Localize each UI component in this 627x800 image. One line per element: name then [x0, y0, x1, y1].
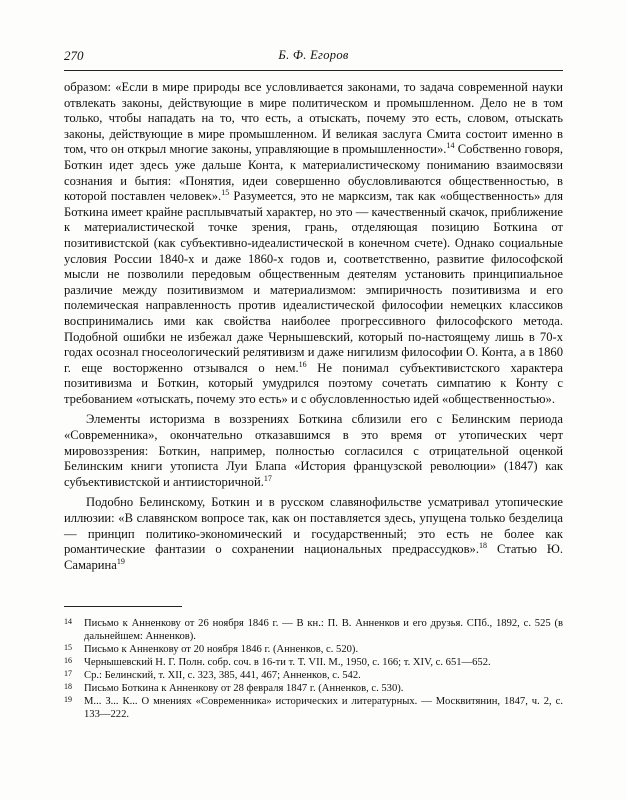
footnote-number: 17	[64, 669, 72, 678]
paragraph-text: Подобно Белинскому, Боткин и в русском славянофильстве усматривал утопические иллюзии: «В славянском вопросе так, как он поставляется здесь, упущена только безделица — принцип политико-экономический и государственный; это есть не более как романтические фантазии о сохранении национальных предрассудков».	[64, 495, 563, 557]
footnote	[64, 682, 563, 695]
header-rule	[64, 70, 563, 71]
paragraph-text: Элементы историзма в воззрениях Боткина сблизили его с Белинским периода «Современника», окончательно отказавшимся в это время от утопических черт мировоззрения: Боткин, например, полностью согласился с отрицательной оценкой Белинским книги утописта Луи Блапа «История французской революции» (1847) как субъективистской и антиисторичной.	[64, 412, 563, 489]
footnote-ref: 18	[479, 541, 487, 551]
footnote-text: М... З... К... О мнениях «Современника» исторических и литературных. — Москвитянин, 1847, ч. 2, с. 133—222.	[84, 696, 563, 720]
footnote-number: 18	[64, 682, 72, 691]
footnotes	[64, 617, 563, 721]
paragraph-text: Собственно говоря, Боткин идет здесь уже дальше Конта, к материалистическому пониманию взаимосвязи сознания и бытия: «Понятия, идеи совершенно обусловливаются общественностью, в которой поставлен человек».	[64, 142, 563, 204]
footnote	[64, 656, 563, 669]
footnote-ref: 16	[298, 359, 307, 369]
footnote-number: 14	[64, 617, 72, 626]
footnote-number: 15	[64, 643, 72, 652]
paragraph-text: Не понимал субъективистского характера позитивизма и Боткин, который умудрился поэтому сочетать симпатию к Конту с требованием «отыскать, почему это есть» и с обусловленностью идей «общественностью».	[64, 360, 563, 406]
footnote-text: Письмо Боткина к Анненкову от 28 февраля 1847 г. (Анненков, с. 530).	[84, 683, 404, 694]
footnote	[64, 669, 563, 682]
paragraph	[64, 412, 563, 490]
footnote-number: 19	[64, 695, 72, 704]
page-header	[64, 48, 563, 68]
footnote	[64, 617, 563, 643]
footnote-ref: 19	[116, 556, 125, 566]
footnote	[64, 695, 563, 721]
footnote-ref: 17	[263, 473, 272, 483]
paragraph	[64, 495, 563, 573]
paragraph	[64, 80, 563, 407]
paragraph-text: Статью Ю. Самарина	[64, 542, 563, 572]
running-head: Б. Ф. Егоров	[278, 48, 349, 62]
main-text	[64, 80, 563, 573]
footnote	[64, 643, 563, 656]
footnote-ref: 15	[221, 187, 230, 197]
footnote-ref: 14	[446, 141, 455, 151]
footnote-text: Письмо к Анненкову от 26 ноября 1846 г. — В кн.: П. В. Анненков и его друзья. СПб., 1892, с. 525 (в дальнейшем: Анненков).	[84, 618, 563, 642]
paragraph-text: Разумеется, это не марксизм, так как «общественность» для Боткина имеет крайне расплывчатый характер, но это — качественный скачок, приближение к материалистической точке зрения, грань, отделяющая позицию Боткина от позитивистской (как субъективно-идеалистической в конечном счете). Однако социальные условия России 1840-х и даже 1860-х годов и, соответственно, развитие философской мысли не позволили передовым общественным деятелям установить принципиальное различие между позитивизмом и материализмом: эмпиричность позитивизма и его полемическая направленность против идеалистической философии немецких классиков воспринимались ими как свойства наиболее прогрессивного философского метода. Подобной ошибки не избежал даже Чернышевский, который по-настоящему лишь в 70-х годах осознал гносеологический релятивизм и даже нигилизм философии О. Конта, а в 1860 г. еще восторженно отзывался о нем.	[64, 189, 563, 375]
paragraph-text: образом: «Если в мире природы все условливается законами, то задача современной науки отвлекать законы, действующие в мире политическом и промышленном. Дело не в том только, чтобы нападать на то, что есть, а отыскать, почему это есть, словом, отыскать законы, действующие в мире промышленном. И великая заслуга Смита состоит именно в том, что он открыл многие законы, управляющие в промышленности».	[64, 80, 563, 157]
footnote-text: Чернышевский Н. Г. Полн. собр. соч. в 16-ти т. Т. VII. М., 1950, с. 166; т. XIV, с. 651—652.	[84, 657, 491, 668]
footnote-rule	[64, 606, 182, 607]
footnote-text: Ср.: Белинский, т. XII, с. 323, 385, 441, 467; Анненков, с. 542.	[84, 670, 361, 681]
footnote-number: 16	[64, 656, 72, 665]
footnote-text: Письмо к Анненкову от 20 ноября 1846 г. (Анненков, с. 520).	[84, 644, 359, 655]
page-number: 270	[64, 48, 84, 63]
